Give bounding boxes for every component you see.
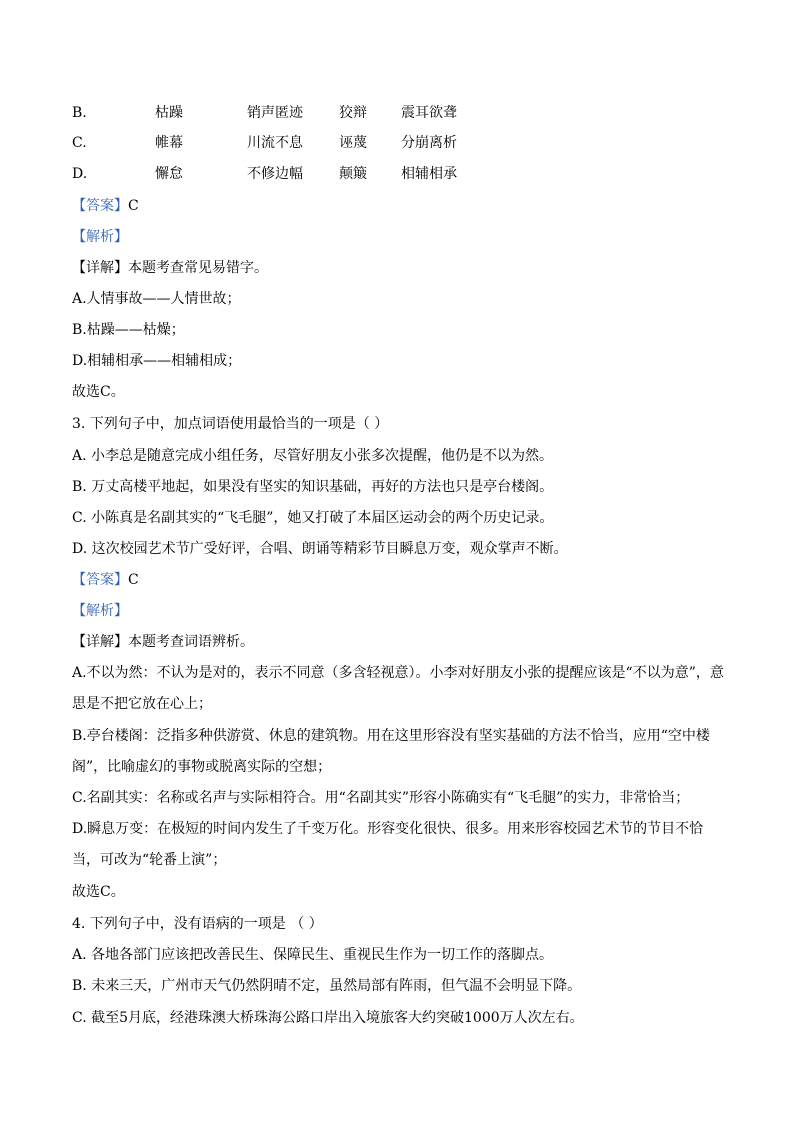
answer-tag: 【答案】 bbox=[72, 198, 128, 214]
q3-analysis-tag: 【解析】 bbox=[72, 603, 128, 619]
q3-option-d: D. 这次校园艺术节广受好评，合唱、朗诵等精彩节目瞬息万变，观众掌声不断。 bbox=[72, 541, 568, 557]
word-4: 震耳欲聋 bbox=[401, 105, 457, 121]
q3-option-c: C. 小陈真是名副其实的“飞毛腿”，她又打破了本届区运动会的两个历史记录。 bbox=[72, 510, 554, 526]
word-3: 颠簸 bbox=[339, 166, 367, 182]
word-option-c bbox=[72, 133, 457, 153]
answer-value: C bbox=[128, 572, 139, 588]
q3-answer bbox=[72, 570, 139, 590]
q3-explanation-b: B.亭台楼阁：泛指多种供游赏、休息的建筑物。用在这里形容没有坚实基础的方法不恰当，应用“空中楼阁”，比喻虚幻的事物或脱离实际的空想； bbox=[72, 728, 710, 775]
q2-line-b: B.枯躁——枯燥； bbox=[72, 322, 185, 338]
option-letter: C. bbox=[72, 135, 87, 151]
option-letter: D. bbox=[72, 166, 88, 182]
word-2: 不修边幅 bbox=[247, 166, 303, 182]
answer-value: C bbox=[128, 198, 139, 214]
q3-option-b: B. 万丈高楼平地起，如果没有坚实的知识基础，再好的方法也只是亭台楼阁。 bbox=[72, 479, 554, 495]
word-3: 诬蔑 bbox=[339, 135, 367, 151]
q4-stem: 4. 下列句子中，没有语病的一项是 （ ） bbox=[72, 916, 323, 932]
q3-detail: 【详解】本题考查词语辨析。 bbox=[72, 634, 254, 650]
word-3: 狡辩 bbox=[339, 105, 367, 121]
q3-explanation-a: A.不以为然：不认为是对的，表示不同意（多含轻视意）。小李对好朋友小张的提醒应该是“不以为意”，意思是不把它放在心上； bbox=[72, 665, 724, 712]
option-letter: B. bbox=[72, 105, 87, 121]
q2-analysis-tag: 【解析】 bbox=[72, 229, 128, 245]
q3-explanation-c: C.名副其实：名称或名声与实际相符合。用“名副其实”形容小陈确实有“飞毛腿”的实力，非常恰当； bbox=[72, 790, 690, 806]
word-2: 销声匿迹 bbox=[247, 105, 303, 121]
q2-line-d: D.相辅相承——相辅相成； bbox=[72, 353, 242, 369]
q3-stem: 3. 下列句子中，加点词语使用最恰当的一项是（ ） bbox=[72, 416, 389, 432]
word-4: 相辅相承 bbox=[401, 166, 457, 182]
q2-answer bbox=[72, 196, 139, 216]
word-1: 枯躁 bbox=[155, 105, 183, 121]
word-option-d bbox=[72, 164, 457, 184]
q4-option-c: C. 截至5月底，经港珠澳大桥珠海公路口岸出入境旅客大约突破1000万人次左右。 bbox=[72, 1010, 584, 1026]
word-option-b bbox=[72, 103, 457, 123]
word-4: 分崩离析 bbox=[401, 135, 457, 151]
q2-line-a: A.人情事故——人情世故； bbox=[72, 291, 241, 307]
q3-explanation-d: D.瞬息万变：在极短的时间内发生了千变万化。形容变化很快、很多。用来形容校园艺术节的节目不恰当，可改为“轮番上演”； bbox=[72, 821, 704, 868]
word-2: 川流不息 bbox=[247, 135, 303, 151]
word-1: 懈怠 bbox=[155, 166, 183, 182]
q2-conclusion: 故选C。 bbox=[72, 384, 125, 400]
word-1: 帷幕 bbox=[155, 135, 183, 151]
q3-option-a: A. 小李总是随意完成小组任务，尽管好朋友小张多次提醒，他仍是不以为然。 bbox=[72, 448, 554, 464]
q4-option-a: A. 各地各部门应该把改善民生、保障民生、重视民生作为一切工作的落脚点。 bbox=[72, 947, 554, 963]
answer-tag: 【答案】 bbox=[72, 572, 128, 588]
q4-option-b: B. 未来三天，广州市天气仍然阴晴不定，虽然局部有阵雨，但气温不会明显下降。 bbox=[72, 978, 582, 994]
q3-conclusion: 故选C。 bbox=[72, 884, 125, 900]
q2-detail: 【详解】本题考查常见易错字。 bbox=[72, 260, 268, 276]
